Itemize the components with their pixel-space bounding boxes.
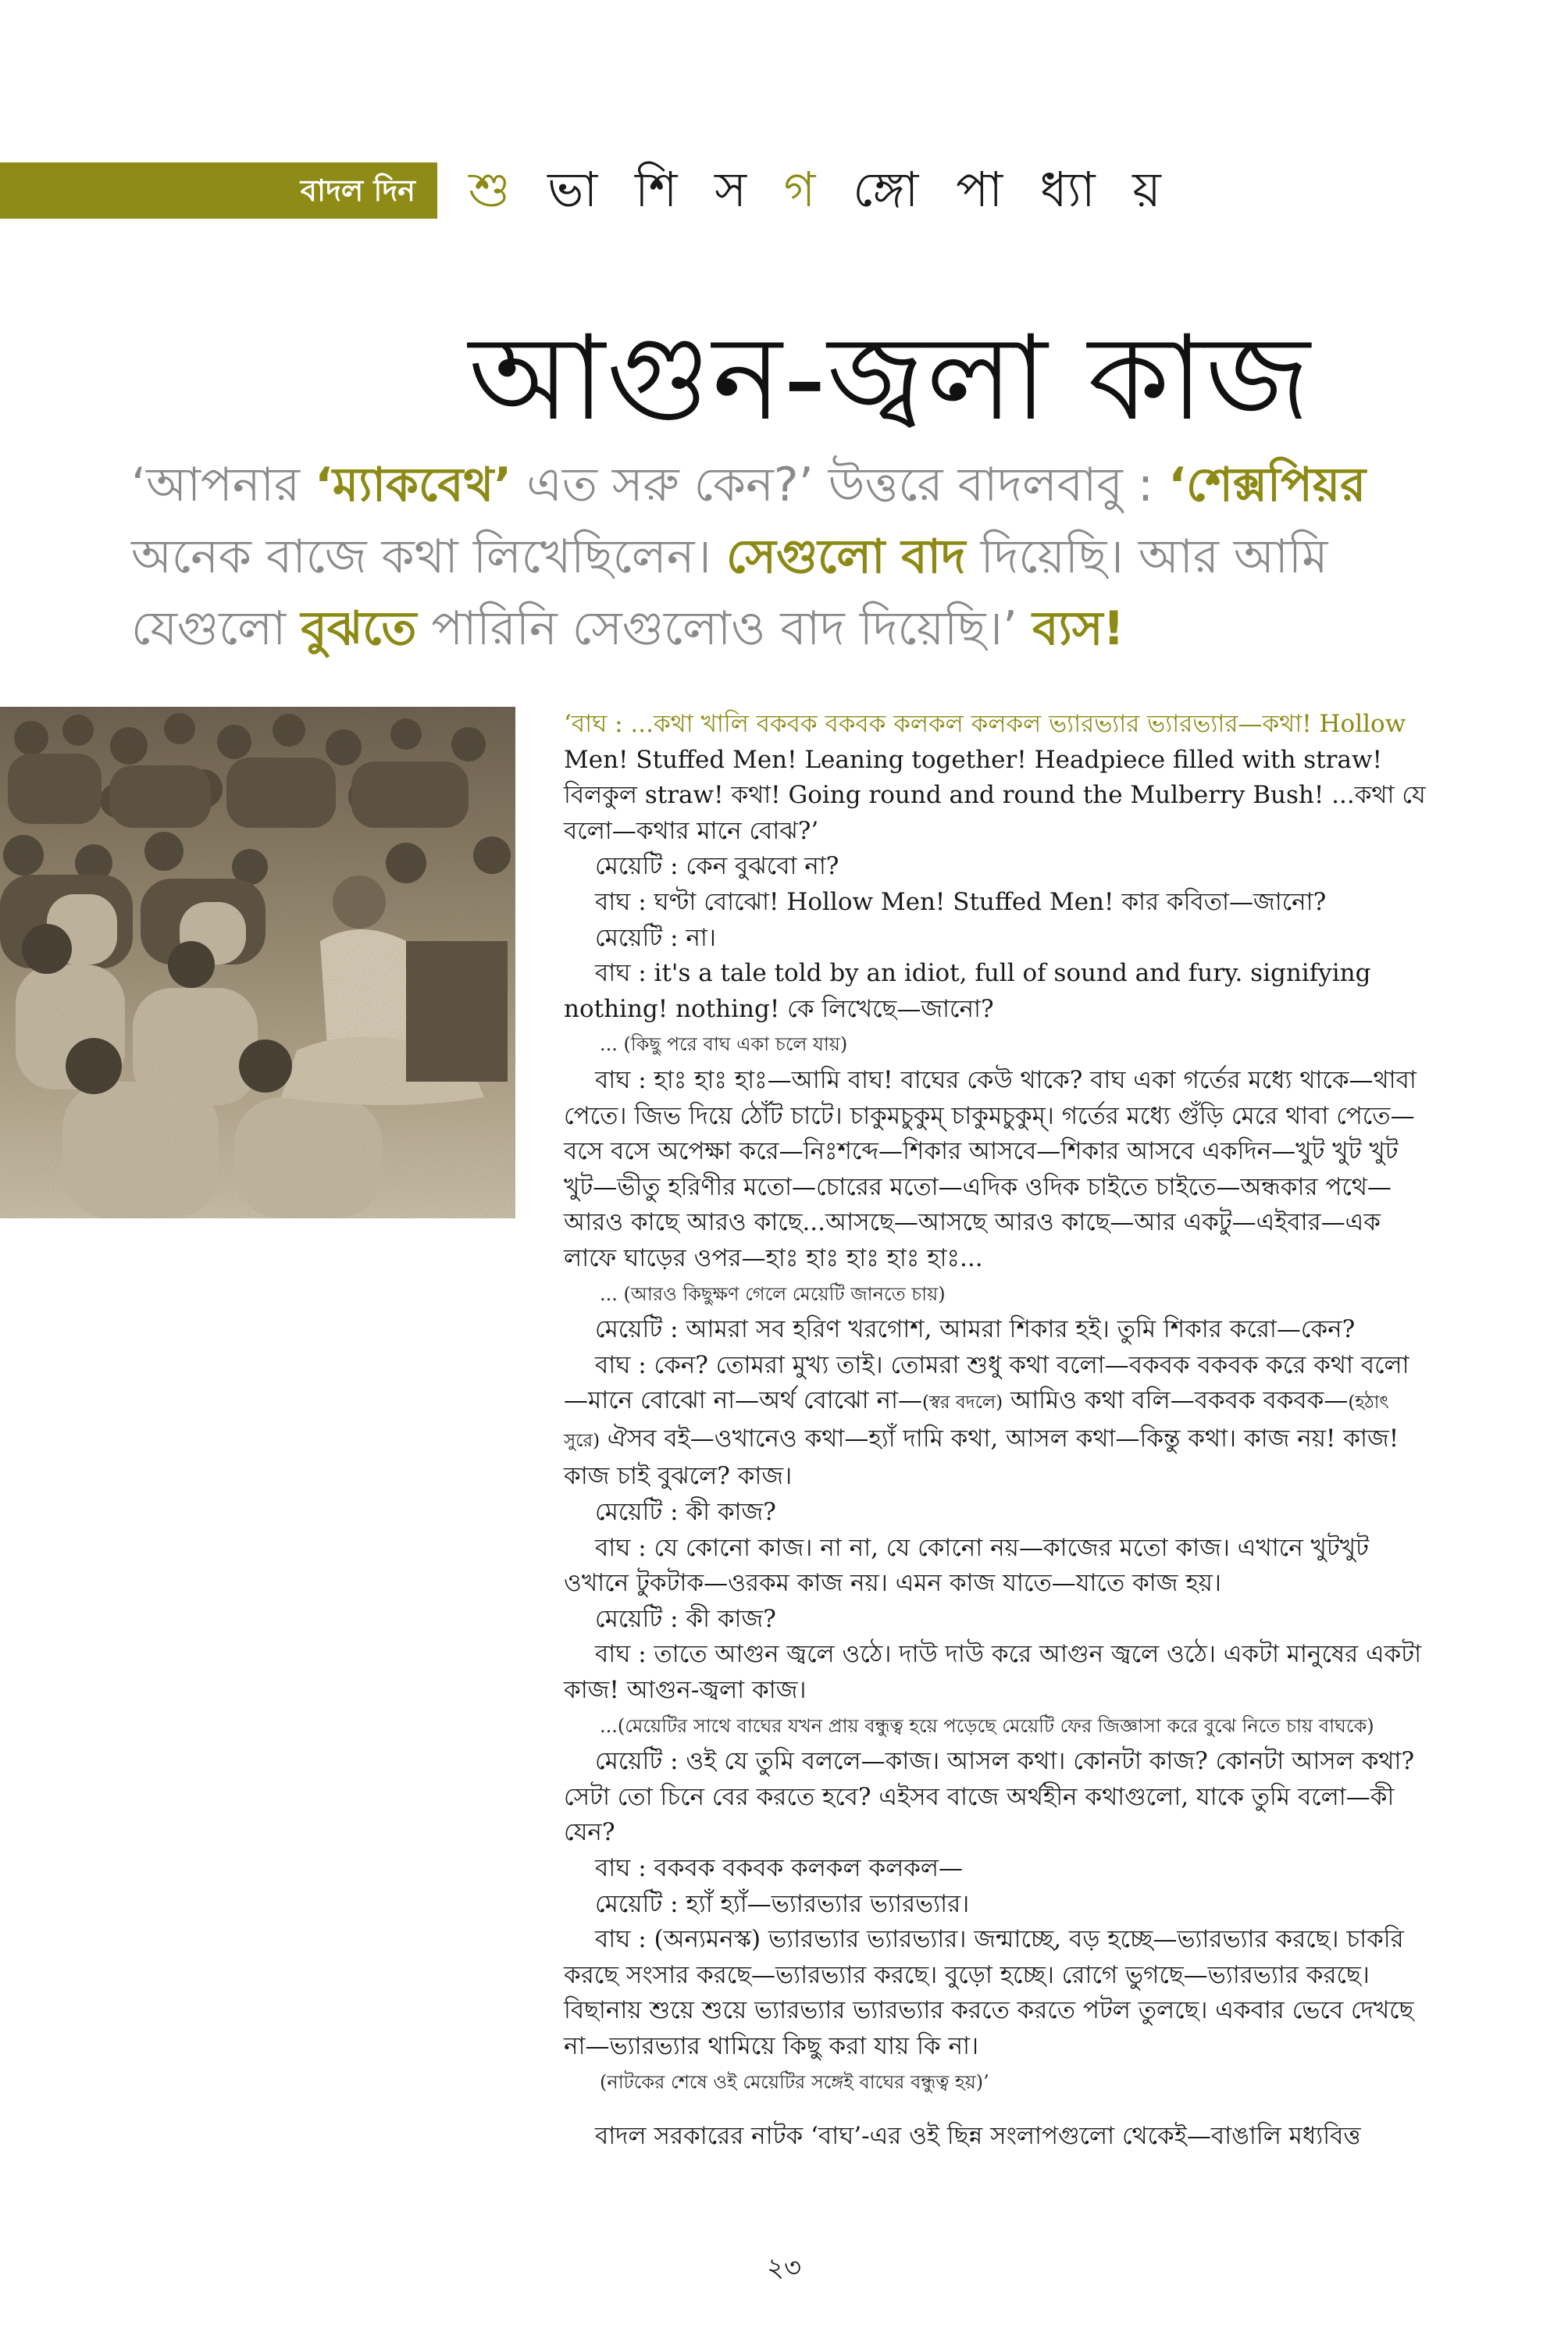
dialogue-line: বাঘ : বকবক বকবক কলকল কলকল— — [595, 1854, 964, 1882]
dialogue-line: বাঘ : হাঃ হাঃ হাঃ—আমি বাঘ! বাঘের কেউ থাকে? বাঘ একা গর্তের মধ্যে থাকে—থাবা পেতে। জিভ দিয়ে ঠোঁট চাটে। চাকুমচুকুম্ চাকুমচুকুম্। গর্তের মধ্যে গুঁড়ি মেরে থাবা পেতে—বসে বসে অপেক্ষা করে—নিঃশব্দে—শিকার আসবে—শিকার আসবে একদিন—খুট খুট খুট খুট—ভীতু হরিণীর মতো—চোরের মতো—এদিক ওদিক চাইতে চাইতে—অন্ধকার পথে—আরও কাছে আরও কাছে...আসছে—আসছে আরও কাছে—আর একটু—এইবার—এক লাফে ঘাড়ের ওপর—হাঃ হাঃ হাঃ হাঃ হাঃ... — [564, 1065, 1417, 1272]
intro-highlight: বুঝতে — [301, 601, 417, 656]
dialogue-line: বাঘ : যে কোনো কাজ। না না, যে কোনো নয়—কাজের মতো কাজ। এখানে খুটখুট ওখানে টুকটাক—ওরকম কাজ নয়। এমন কাজ যাতে—যাতে কাজ হয়। — [564, 1533, 1370, 1598]
intro-text: দিয়েছি। আর আমি — [965, 530, 1328, 584]
dialogue-line: মেয়েটি : কেন বুঝবো না? — [595, 852, 839, 881]
dialogue-line: মেয়েটি : কী কাজ? — [595, 1604, 776, 1633]
stage-direction: ... (কিছু পরে বাঘ একা চলে যায়) — [600, 1033, 848, 1056]
intro-highlight: সেগুলো বাদ — [725, 530, 966, 584]
inline-direction: (হঠাৎ সুরে) — [564, 1393, 1389, 1451]
dialogue-line: মেয়েটি : কী কাজ? — [595, 1498, 776, 1527]
dialogue-line: মেয়েটি : হ্যাঁ হ্যাঁ—ভ্যারভ্যার ভ্যারভ্যার। — [595, 1889, 970, 1918]
intro-text: ‘আপনার — [131, 458, 315, 512]
intro-text: পারিনি সেগুলোও বাদ দিয়েছি।’ — [416, 601, 1033, 656]
intro-quote — [131, 449, 1396, 665]
dialogue-text: আমিও কথা বলি—বকবক বকবক— — [1003, 1386, 1349, 1415]
dialogue-lead: ‘বাঘ : ...কথা খালি বকবক বকবক কলকল কলকল ভ্যারভ্যার ভ্যারভ্যার—কথা! Hollow — [564, 710, 1406, 738]
closing-paragraph: বাদল সরকারের নাটক ‘বাঘ’-এর ওই ছিন্ন সংলাপগুলো থেকেই—বাঙালি মধ্যবিত্ত — [595, 2122, 1361, 2151]
dialogue-line: বাঘ : ঘণ্টা বোঝো! Hollow Men! Stuffed Men! কার কবিতা—জানো? — [595, 887, 1327, 916]
dialogue-text: বাঘ : কেন? তোমরা মুখ্য তাই। তোমরা শুধু কথা বলো—বকবক বকবক করে কথা বলো—মানে বোঝো না—অর্থ বোঝো না— — [564, 1350, 1409, 1415]
section-band — [0, 162, 437, 219]
intro-text: অনেক বাজে কথা লিখেছিলেন। — [131, 530, 726, 584]
dialogue-paragraph — [564, 707, 1431, 849]
page-number: ২৩ — [766, 2252, 802, 2284]
dialogue-line — [564, 1348, 1431, 1495]
dialogue-text: Men! Stuffed Men! Leaning together! Headpiece filled with straw! বিলকুল straw! কথা! Going round and round the Mulberry Bush! ...কথা যে বলো—কথার মানে বোঝ?’ — [564, 745, 1426, 845]
byline-last-name: ঙ্গো পা ধ্যা য় — [826, 161, 1172, 218]
inline-direction: (স্বর বদলে) — [921, 1393, 1003, 1414]
intro-highlight: ব্যস! — [1032, 601, 1124, 656]
intro-highlight: ‘শেক্সপিয়র — [1168, 458, 1367, 512]
crowd-photo-image — [0, 707, 515, 1218]
byline-first-name: ভা শি স — [521, 161, 784, 218]
dialogue-line: বাঘ : it's a tale told by an idiot, full of sound and fury. signifying nothing! nothing! কে লিখেছে—জানো? — [564, 959, 1371, 1023]
stage-direction: ...(মেয়েটির সাথে বাঘের যখন প্রায় বন্ধুত্ব হয়ে পড়েছে মেয়েটি ফের জিজ্ঞাসা করে বুঝে নিতে চায় বাঘকে) — [600, 1714, 1374, 1737]
dialogue-line: মেয়েটি : ওই যে তুমি বললে—কাজ। আসল কথা। কোনটা কাজ? কোনটা আসল কথা? সেটা তো চিনে বের করতে হবে? এইসব বাজে অর্থহীন কথাগুলো, যাকে তুমি বলো—কী যেন? — [564, 1747, 1415, 1847]
intro-text: যেগুলো — [131, 601, 301, 656]
page-title: আগুন-জ্বলা কাজ — [469, 311, 1312, 447]
dialogue-line: বাঘ : তাতে আগুন জ্বলে ওঠে। দাউ দাউ করে আগুন জ্বলে ওঠে। একটা মানুষের একটা কাজ! আগুন-জ্বলা কাজ। — [564, 1640, 1422, 1705]
dialogue-line: মেয়েটি : আমরা সব হরিণ খরগোশ, আমরা শিকার হই। তুমি শিকার করো—কেন? — [595, 1315, 1356, 1344]
author-byline — [469, 153, 1172, 234]
byline-initial-last: গ — [783, 161, 827, 218]
stage-direction: ... (আরও কিছুক্ষণ গেলে মেয়েটি জানতে চায়) — [600, 1282, 946, 1305]
intro-line — [131, 593, 1396, 665]
byline-initial-first: শু — [469, 161, 522, 218]
dialogue-column — [564, 707, 1431, 2155]
section-label: বাদল দিন — [300, 173, 415, 208]
intro-line — [131, 521, 1396, 593]
stage-direction: (নাটকের শেষে ওই মেয়েটির সঙ্গেই বাঘের বন্ধুত্ব হয়)’ — [600, 2070, 989, 2093]
crowd-photo — [0, 707, 515, 1218]
intro-line — [131, 449, 1396, 521]
dialogue-line: মেয়েটি : না। — [595, 923, 716, 952]
dialogue-text: ঐসব বই—ওখানেও কথা—হ্যাঁ দামি কথা, আসল কথা—কিন্তু কথা। কাজ নয়! কাজ! কাজ চাই বুঝলে? কাজ। — [564, 1424, 1399, 1491]
intro-text: এত সরু কেন?’ উত্তরে বাদলবাবু : — [511, 458, 1169, 512]
dialogue-line: বাঘ : (অন্যমনস্ক) ভ্যারভ্যার ভ্যারভ্যার। জন্মাচ্ছে, বড় হচ্ছে—ভ্যারভ্যার করছে। চাকরি করছে সংসার করছে—ভ্যারভ্যার করছে। বুড়ো হচ্ছে। রোগে ভুগছে—ভ্যারভ্যার করছে। বিছানায় শুয়ে শুয়ে ভ্যারভ্যার ভ্যারভ্যার করতে করতে পটল তুলছে। একবার ভেবে দেখছে না—ভ্যারভ্যার থামিয়ে কিছু করা যায় কি না। — [564, 1925, 1414, 2060]
intro-highlight: ‘ম্যাকবেথ’ — [315, 458, 512, 512]
